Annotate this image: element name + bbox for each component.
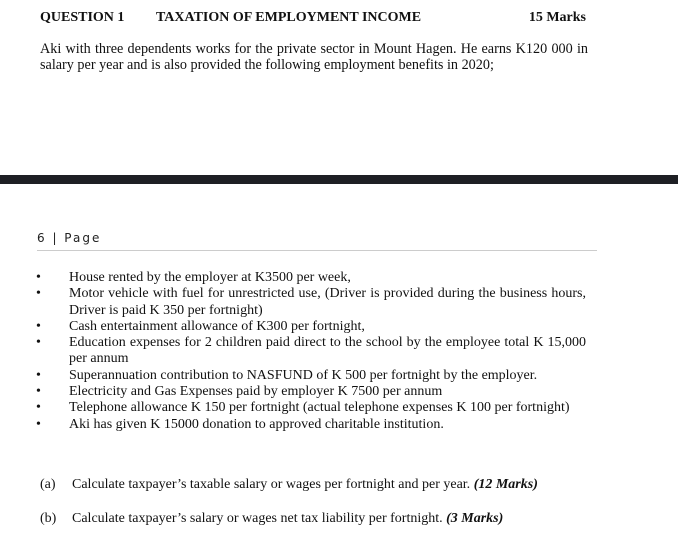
list-item-text: Education expenses for 2 children paid direct to the school by the employee total K 15,000 per annum (69, 335, 586, 367)
list-item (36, 286, 586, 319)
question-marks: 15 Marks (528, 10, 586, 25)
bullet: • (36, 270, 41, 285)
list-item (36, 319, 586, 335)
bullet: • (36, 335, 41, 351)
list-item-text: Electricity and Gas Expenses paid by employer K 7500 per annum (69, 384, 443, 400)
list-item-text: Cash entertainment allowance of K300 per fortnight, (69, 318, 365, 334)
list-item-text: Motor vehicle with fuel for unrestricted use, (Driver is provided during the business hours, Driver is paid K 350 per fortnight) (69, 286, 586, 318)
bullet: • (36, 400, 41, 416)
question-number: QUESTION 1 (40, 10, 125, 25)
bullet: • (36, 367, 41, 383)
question-text: Calculate taxpayer’s taxable salary or wages per fortnight and per year. (72, 477, 471, 492)
question-label: (b) (40, 511, 57, 526)
footer-divider (37, 250, 597, 251)
list-item (36, 368, 586, 384)
page-number-footer: 6 | Page (37, 231, 102, 245)
question-marks: (12 Marks) (473, 477, 538, 492)
list-item (36, 417, 586, 433)
question-text: Calculate taxpayer’s salary or wages net tax liability per fortnight. (72, 511, 443, 526)
intro-paragraph: Aki with three dependents works for the private sector in Mount Hagen. He earns K120 000 in salary per year and is also provided the following employment benefits in 2020; (40, 41, 588, 73)
question-marks: (3 Marks) (446, 511, 504, 526)
list-item-text: House rented by the employer at K3500 per week, (69, 270, 351, 285)
list-item (36, 400, 586, 416)
question-title: TAXATION OF EMPLOYMENT INCOME (156, 10, 422, 25)
question-a (40, 477, 538, 493)
bullet: • (36, 384, 41, 400)
bullet: • (36, 286, 41, 302)
question-b (40, 511, 503, 527)
list-item (36, 335, 586, 368)
list-item-text: Aki has given K 15000 donation to approved charitable institution. (69, 416, 444, 432)
benefits-list (36, 270, 586, 433)
list-item (36, 384, 586, 400)
list-item-text: Telephone allowance K 150 per fortnight (actual telephone expenses K 100 per fortnight) (69, 400, 570, 416)
page-separator (0, 175, 678, 184)
list-item (36, 270, 586, 286)
bullet: • (36, 416, 41, 432)
bullet: • (36, 318, 41, 334)
list-item-text: Superannuation contribution to NASFUND of K 500 per fortnight by the employer. (69, 367, 538, 383)
question-label: (a) (40, 477, 56, 492)
